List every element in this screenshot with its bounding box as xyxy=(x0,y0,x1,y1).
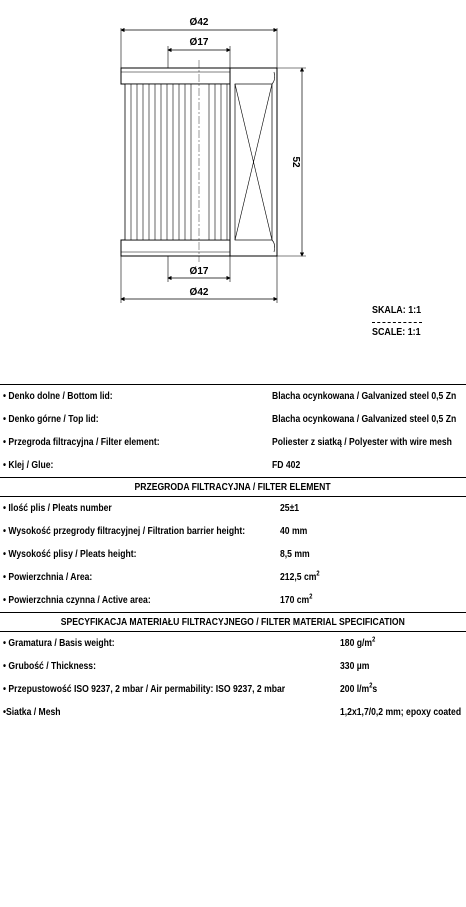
spec-label: • Powierzchnia / Area: xyxy=(3,571,93,583)
spec-value: 40 mm xyxy=(280,525,308,537)
spec-label: • Gramatura / Basis weight: xyxy=(3,637,115,649)
spec-label: • Wysokość plisy / Pleats height: xyxy=(3,548,137,560)
filter-element-header: PRZEGRODA FILTRACYJNA / FILTER ELEMENT xyxy=(0,477,466,497)
pleated-element xyxy=(125,84,230,240)
spec-value: 8,5 mm xyxy=(280,548,310,560)
dim-inner-top-label: Ø17 xyxy=(189,37,209,48)
spec-label: • Przepustowość ISO 9237, 2 mbar / Air permability: ISO 9237, 2 mbar xyxy=(3,683,286,695)
spec-label: • Klej / Glue: xyxy=(3,459,54,471)
spec-label: • Przegroda filtracyjna / Filter element: xyxy=(3,436,160,448)
material-spec-list xyxy=(0,632,466,724)
spec-value: Blacha ocynkowana / Galvanized steel 0,5 Zn xyxy=(272,390,457,402)
spec-value: 1,2x1,7/0,2 mm; epoxy coated xyxy=(340,706,462,718)
spec-value: 25±1 xyxy=(280,502,300,514)
material-spec-header: SPECYFIKACJA MATERIAŁU FILTRACYJNEGO / FILTER MATERIAL SPECIFICATION xyxy=(0,612,466,632)
spec-label: • Ilość plis / Pleats number xyxy=(3,502,112,514)
spec-value: Blacha ocynkowana / Galvanized steel 0,5 Zn xyxy=(272,413,457,425)
spec-row xyxy=(0,655,466,678)
spec-value: 200 $l/m^2s$ xyxy=(340,682,378,695)
dim-height-label: 52 xyxy=(290,156,301,168)
dim-inner-bottom-label: Ø17 xyxy=(189,266,209,277)
scale-label-pl: SKALA: 1:1 xyxy=(372,304,422,316)
spec-row xyxy=(0,385,466,408)
spec-label: • Wysokość przegrody filtracyjnej / Filtration barrier height: xyxy=(3,525,246,537)
spec-row xyxy=(0,566,466,589)
spec-value: 170 $cm^2$ xyxy=(280,593,313,606)
spec-row xyxy=(0,497,466,520)
spec-label: • Denko dolne / Bottom lid: xyxy=(3,390,113,402)
spec-row xyxy=(0,543,466,566)
parts-list xyxy=(0,385,466,477)
spec-label: • Denko górne / Top lid: xyxy=(3,413,99,425)
spec-value: 212,5 $cm^2$ xyxy=(280,570,320,583)
spec-label: • Powierzchnia czynna / Active area: xyxy=(3,594,151,606)
spec-row xyxy=(0,589,466,612)
spec-label: • Grubość / Thickness: xyxy=(3,660,96,672)
spec-row xyxy=(0,454,466,477)
spec-row xyxy=(0,701,466,724)
spec-row xyxy=(0,408,466,431)
spec-row xyxy=(0,632,466,655)
spec-row xyxy=(0,678,466,701)
filter-element-list xyxy=(0,497,466,612)
spec-label: •Siatka / Mesh xyxy=(3,706,61,718)
spec-row xyxy=(0,520,466,543)
specification-table xyxy=(0,384,466,724)
scale-divider xyxy=(372,322,422,323)
spec-value: FD 402 xyxy=(272,459,301,471)
spec-value: 180 $g/m^2$ xyxy=(340,636,376,649)
dim-outer-bottom-label: Ø42 xyxy=(189,287,209,298)
spec-row xyxy=(0,431,466,454)
spec-value: Poliester z siatką / Polyester with wire mesh xyxy=(272,436,452,448)
dim-outer-top-label: Ø42 xyxy=(189,17,209,28)
spec-value: 330 µm xyxy=(340,660,370,672)
scale-label-en: SCALE: 1:1 xyxy=(372,326,421,338)
